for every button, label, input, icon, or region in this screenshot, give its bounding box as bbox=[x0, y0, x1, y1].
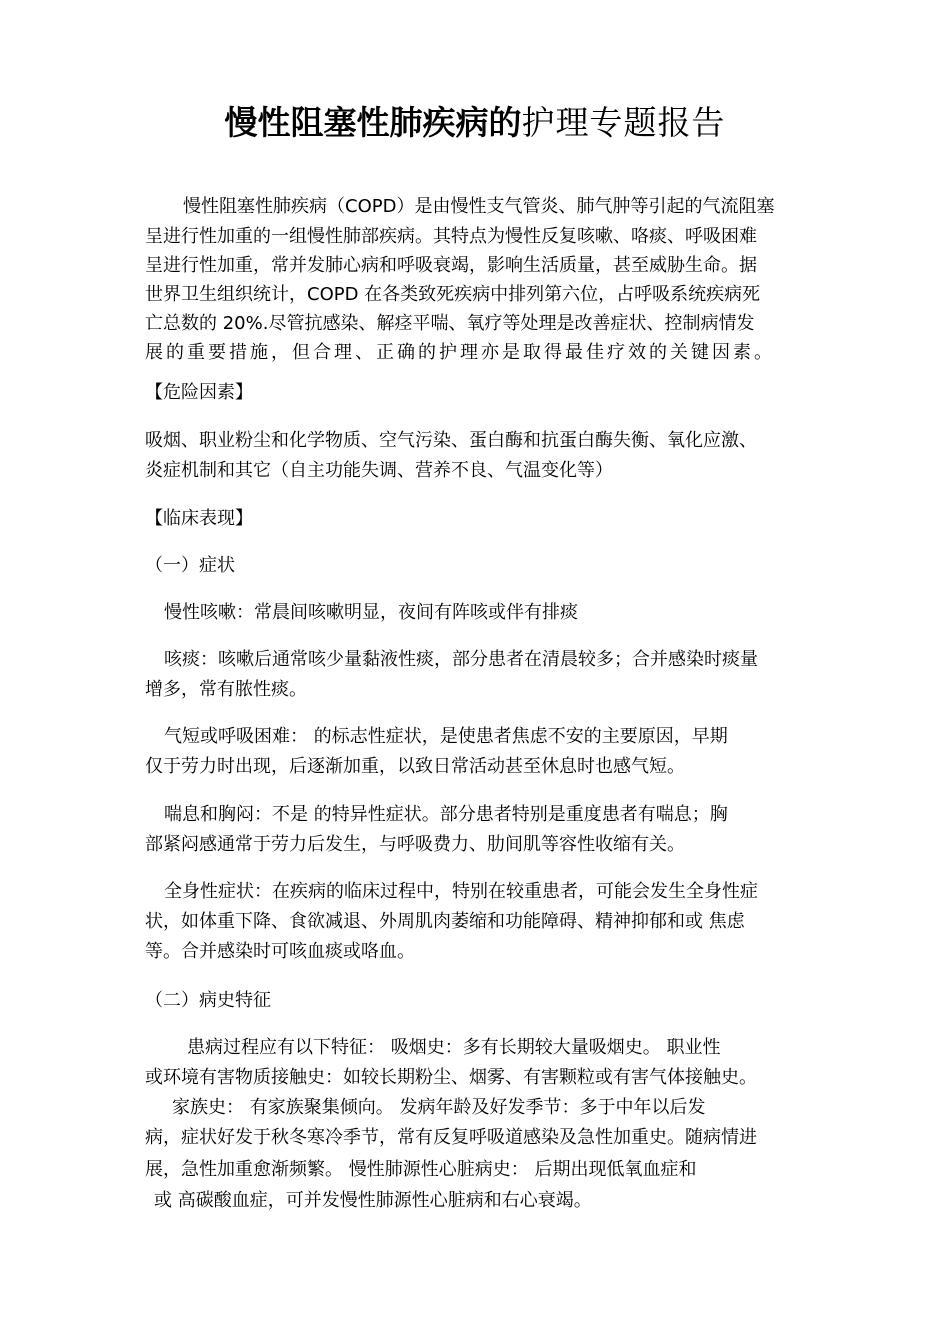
risk-line-2: 炎症机制和其它（自主功能失调、营养不良、气温变化等） bbox=[145, 460, 613, 481]
history-line-6: 或 高碳酸血症，可并发慢性肺源性心脏病和右心衰竭。 bbox=[154, 1190, 592, 1211]
symptom-dyspnea-line-2: 仅于劳力时出现，后逐渐加重，以致日常活动甚至休息时也感气短。 bbox=[145, 756, 685, 777]
document-title bbox=[0, 100, 950, 146]
history-heading: （二）病史特征 bbox=[145, 990, 271, 1011]
title-bold-part: 慢性阻塞性肺疾病的 bbox=[224, 103, 522, 142]
title-rest-part: 护理专题报告 bbox=[521, 103, 726, 142]
symptom-dyspnea-line-1: 气短或呼吸困难： 的标志性症状，是使患者焦虑不安的主要原因，早期 bbox=[164, 726, 728, 747]
symptom-wheeze-line-2: 部紧闷感通常于劳力后发生，与呼吸费力、肋间肌等容性收缩有关。 bbox=[145, 834, 685, 855]
intro-line-2: 呈进行性加重的一组慢性肺部疾病。其特点为慢性反复咳嗽、咯痰、呼吸困难 bbox=[145, 226, 757, 247]
symptom-systemic-line-2: 状，如体重下降、食欲减退、外周肌肉萎缩和功能障碍、精神抑郁和或 焦虑 bbox=[145, 911, 745, 932]
intro-line-3: 呈进行性加重，常并发肺心病和呼吸衰竭，影响生活质量，甚至威胁生命。据 bbox=[145, 255, 757, 276]
risk-line-1: 吸烟、职业粉尘和化学物质、空气污染、蛋白酶和抗蛋白酶失衡、氧化应激、 bbox=[145, 430, 757, 451]
symptom-cough-line-1: 慢性咳嗽：常晨间咳嗽明显，夜间有阵咳或伴有排痰 bbox=[164, 602, 578, 623]
symptom-sputum-line-2: 增多，常有脓性痰。 bbox=[145, 679, 307, 700]
history-line-2: 或环境有害物质接触史：如较长期粉尘、烟雾、有害颗粒或有害气体接触史。 bbox=[145, 1067, 757, 1088]
risk-heading: 【危险因素】 bbox=[145, 382, 253, 403]
history-line-4: 病，症状好发于秋冬寒冷季节，常有反复呼吸道感染及急性加重史。随病情进 bbox=[145, 1127, 757, 1148]
clinical-heading: 【临床表现】 bbox=[145, 508, 253, 529]
symptoms-heading: （一）症状 bbox=[145, 555, 235, 576]
intro-line-1: 慢性阻塞性肺疾病（COPD）是由慢性支气管炎、肺气肿等引起的气流阻塞 bbox=[183, 196, 775, 217]
symptom-systemic-line-3: 等。合并感染时可咳血痰或咯血。 bbox=[145, 941, 415, 962]
intro-line-5: 亡总数的 20%.尽管抗感染、解痉平喘、氧疗等处理是改善症状、控制病情发 bbox=[145, 313, 755, 334]
history-line-1: 患病过程应有以下特征： 吸烟史：多有长期较大量吸烟史。 职业性 bbox=[187, 1037, 721, 1058]
intro-line-4: 世界卫生组织统计，COPD 在各类致死疾病中排列第六位，占呼吸系统疾病死 bbox=[145, 284, 761, 305]
history-line-5: 展，急性加重愈渐频繁。 慢性肺源性心脏病史： 后期出现低氧血症和 bbox=[145, 1159, 697, 1180]
symptom-systemic-line-1: 全身性症状：在疾病的临床过程中，特别在较重患者，可能会发生全身性症 bbox=[164, 881, 758, 902]
history-line-3: 家族史： 有家族聚集倾向。 发病年龄及好发季节：多于中年以后发 bbox=[172, 1097, 706, 1118]
symptom-wheeze-line-1: 喘息和胸闷：不是 的特异性症状。部分患者特别是重度患者有喘息；胸 bbox=[164, 804, 728, 825]
symptom-sputum-line-1: 咳痰：咳嗽后通常咳少量黏液性痰，部分患者在清晨较多；合并感染时痰量 bbox=[164, 649, 758, 670]
intro-line-6: 展的重要措施，但合理、正确的护理亦是取得最佳疗效的关键因素。 bbox=[145, 342, 775, 363]
